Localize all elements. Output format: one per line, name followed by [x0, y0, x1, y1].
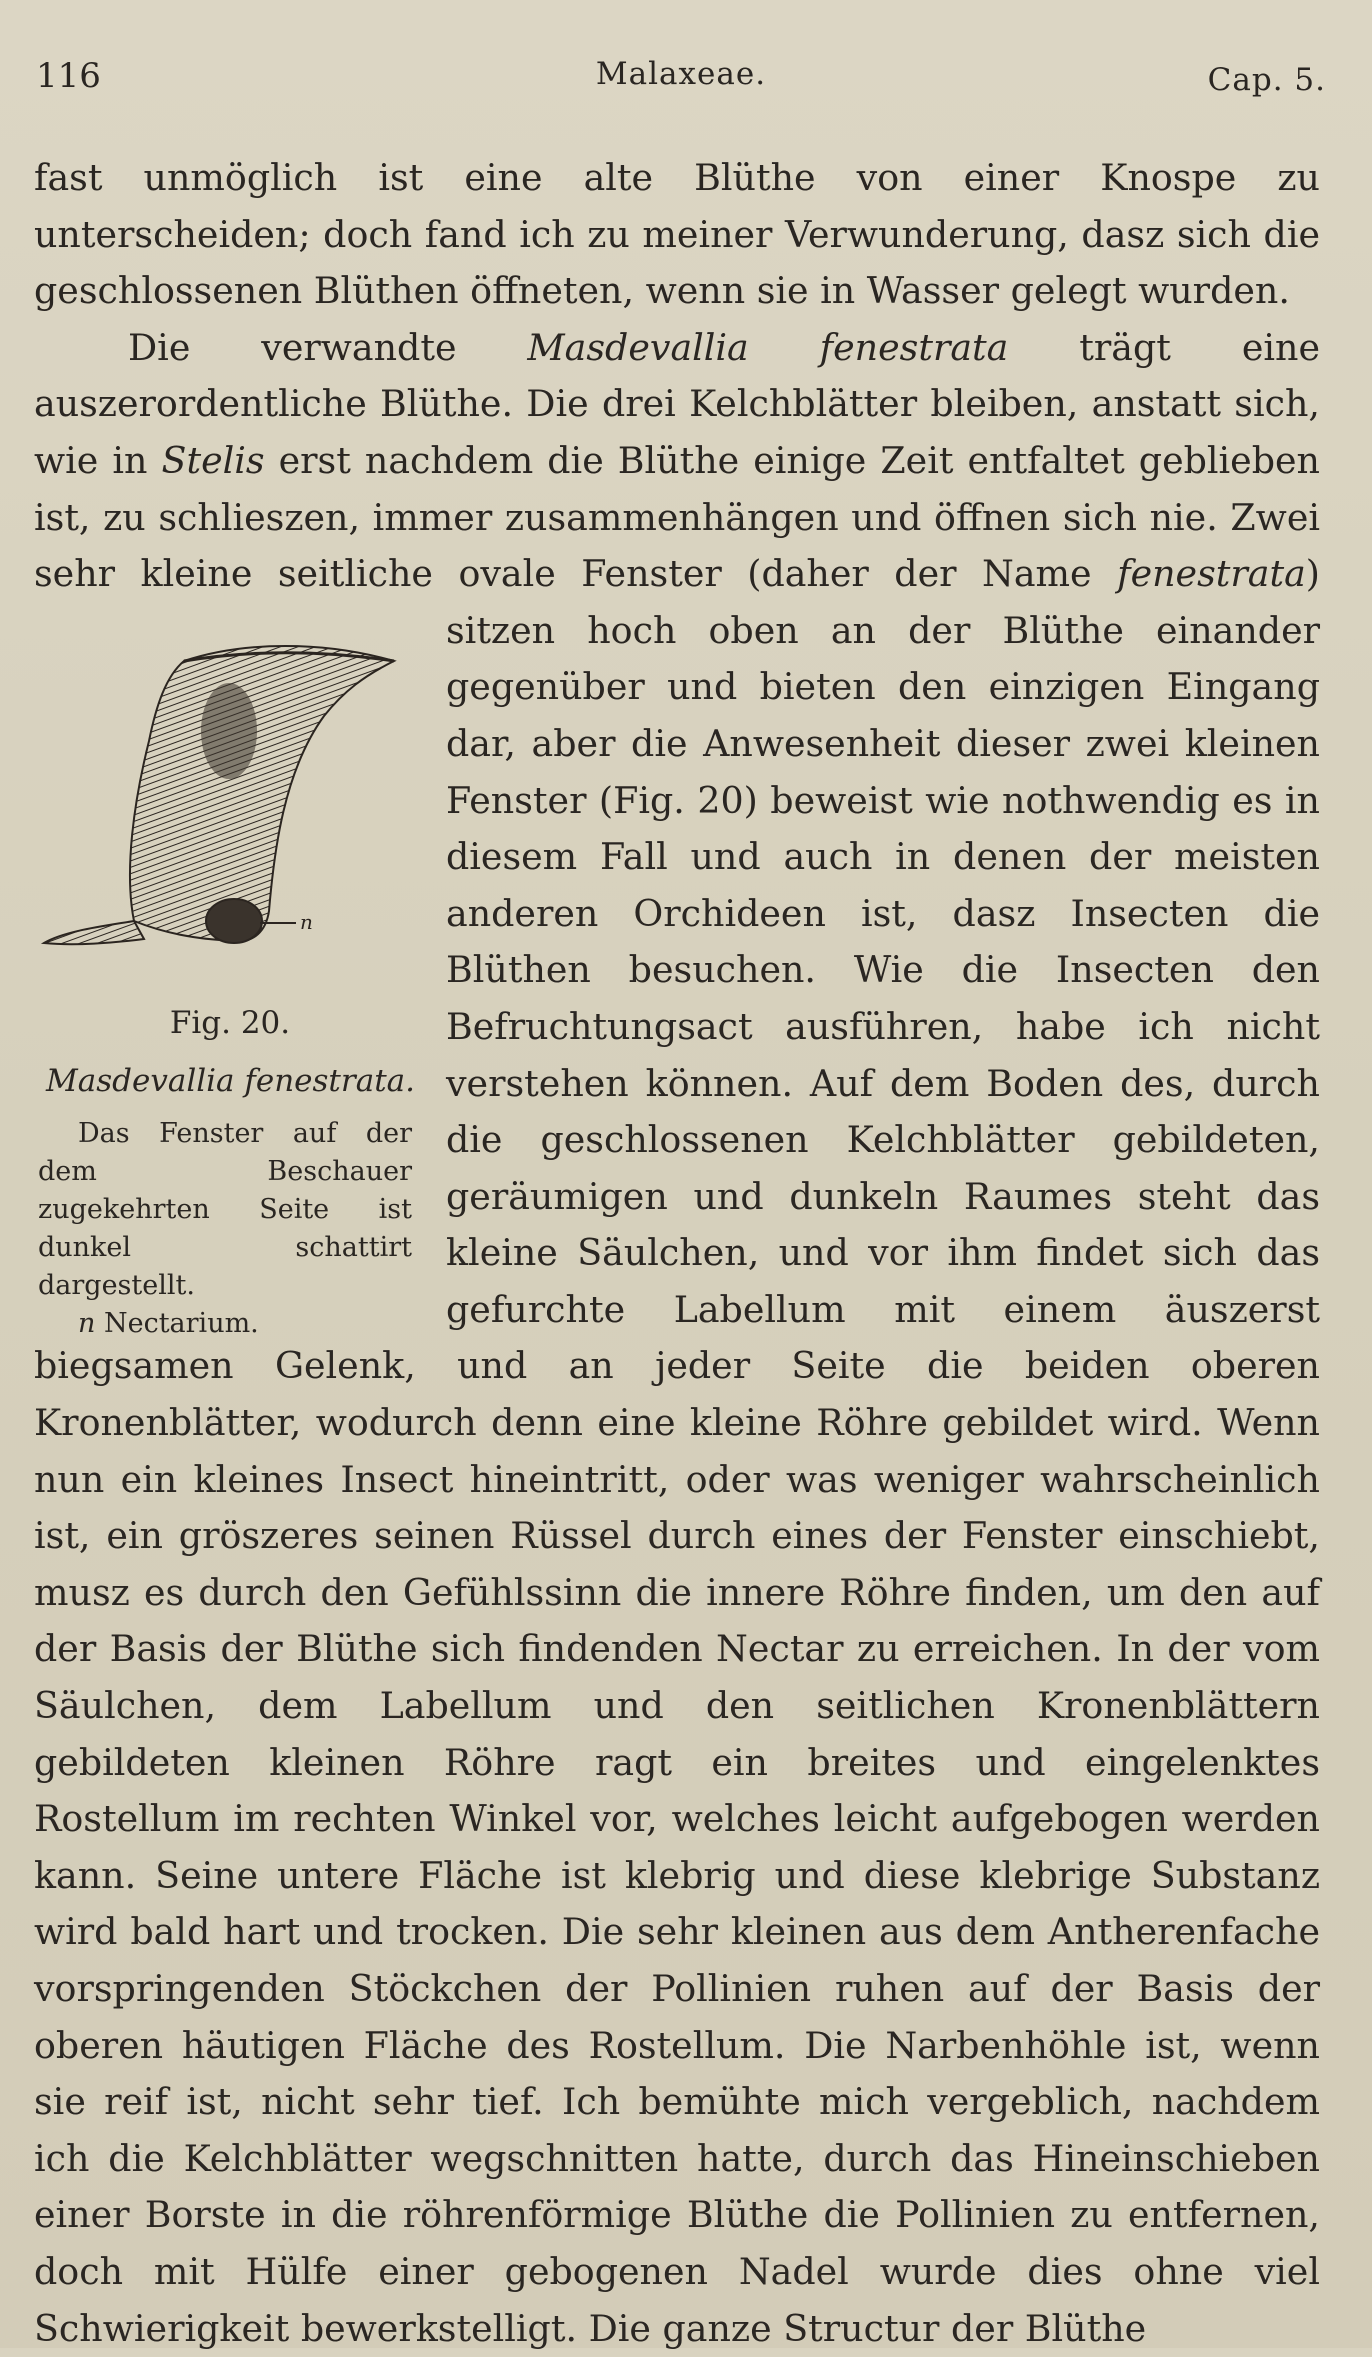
- text-run: trägt eine auszerordentliche Blüthe. Die drei Kelchblätter bleiben, anstatt sich, wie in: [34, 325, 1320, 482]
- nectar-text: Nectarium.: [95, 1307, 259, 1339]
- figure-title: Masdevallia fenestrata.: [46, 1062, 415, 1099]
- flower-illustration: [34, 621, 426, 961]
- text-run: erst nachdem die Blüthe einige Zeit entfaltet geblieben ist, zu schlieszen, immer zusammenhängen und öffnen sich nie. Zwei sehr kleine seitliche ovale Fenster (daher der Name: [34, 438, 1320, 596]
- body-text: [34, 150, 1320, 2357]
- paragraph-2: [34, 320, 1320, 2357]
- nectar-letter: n: [78, 1307, 96, 1339]
- chapter-label: Cap. 5.: [1207, 62, 1326, 98]
- figure-label: Fig. 20.: [169, 1004, 291, 1041]
- running-title: Malaxeae.: [595, 56, 767, 92]
- running-header: [36, 56, 1326, 106]
- species-name: Masdevallia fenestrata: [527, 325, 1009, 369]
- genus-name: Stelis: [161, 438, 265, 482]
- paragraph-1: fast unmöglich ist eine alte Blüthe von einer Knospe zu unterscheiden; doch fand ich zu meiner Verwunderung, dasz sich die geschlossenen Blüthen öffneten, wenn sie in Wasser gelegt wurden.: [34, 156, 1320, 313]
- figure-20: [34, 603, 426, 1339]
- caption-nectar: [38, 1305, 412, 1343]
- species-epithet: fenestrata: [1117, 552, 1306, 596]
- text-run: Die verwandte: [128, 325, 528, 369]
- text-run: ) sitzen hoch oben an der Blüthe einander gegenüber und bieten den einzigen Eingang dar, aber die Anwesenheit dieser zwei kleinen Fenster (Fig. 20) beweist wie nothwendig es in diesem Fall und auch in denen der meisten anderen Orchideen ist, dasz Insecten die Blüthen besuchen. Wie die Insecten den Befruchtungsact ausführen, habe ich nicht verstehen können. Auf dem Boden des, durch die geschlossenen Kelchblätter gebildeten, geräumigen und dunkeln Raumes steht das kleine Säulchen, und vor ihm findet sich das gefurchte Labellum mit einem äuszerst biegsamen Gelenk, und an jeder Seite die beiden oberen Kronenblätter, wodurch denn eine kleine Röhre gebildet wird. Wenn nun ein kleines Insect hineintritt, oder was weniger wahrscheinlich ist, ein gröszeres seinen Rüssel durch eines der Fenster einschiebt, musz es durch den Gefühlssinn die innere Röhre finden, um den auf der Basis der Blüthe sich findenden Nectar zu erreichen. In der vom Säulchen, dem Labellum und den seitlichen Kronenblättern gebildeten kleinen Röhre ragt ein breites und eingelenktes Rostellum im rechten Winkel vor, welches leicht aufgebogen werden kann. Seine untere Fläche ist klebrig und diese klebrige Substanz wird bald hart und trocken. Die sehr kleinen aus dem Antherenfache vorspringenden Stöckchen der Pollinien ruhen auf der Basis der oberen häutigen Fläche des Rostellum. Die Narbenhöhle ist, wenn sie reif ist, nicht sehr tief. Ich bemühte mich vergeblich, nachdem ich die Kelchblätter wegschnitten hatte, durch das Hineinschieben einer Borste in die röhrenförmige Blüthe die Pollinien zu entfernen, doch mit Hülfe einer gebogenen Nadel wurde dies ohne viel Schwierigkeit bewerkstelligt. Die ganze Structur der Blüthe: [34, 552, 1320, 2350]
- caption-text: Das Fenster auf der dem Beschauer zugekehrten Seite ist dunkel schattirt dargestellt.: [38, 1117, 412, 1301]
- page-number: 116: [36, 56, 101, 96]
- marker-n: n: [300, 909, 313, 934]
- figure-caption: [38, 1115, 412, 1343]
